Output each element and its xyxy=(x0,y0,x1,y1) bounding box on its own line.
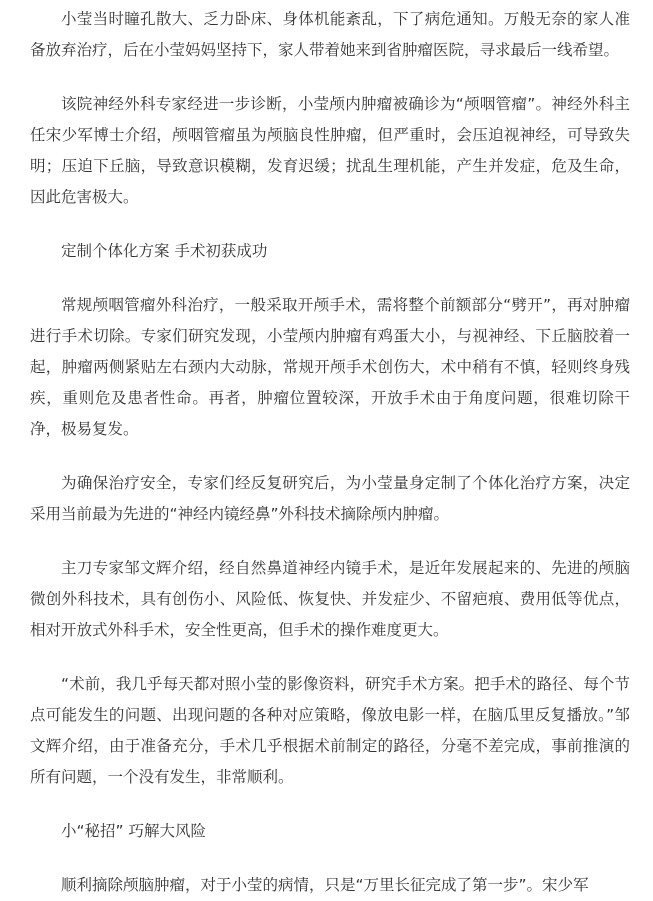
section-heading: 定制个体化方案 手术初获成功 xyxy=(61,242,268,260)
paragraph: “术前，我几乎每天都对照小莹的影像资料，研究手术方案。把手术的路径、每个节点可能发生的问题、出现问题的各种对应策略，像放电影一样，在脑瓜里反复播放。”邹文辉介绍，由于准备充分，手术几乎根据术前制定的路径，分毫不差完成，事前推演的所有问题，一个没有发生，非常顺利。 xyxy=(30,675,630,786)
paragraph: 主刀专家邹文辉介绍，经自然鼻道神经内镜手术，是近年发展起来的、先进的颅脑微创外科技术，具有创伤小、风险低、恢复快、并发症少、不留疤痕、费用低等优点，相对开放式外科手术，安全性更高，但手术的操作难度更大。 xyxy=(30,559,630,639)
paragraph: 常规颅咽管瘤外科治疗，一般采取开颅手术，需将整个前额部分“劈开”，再对肿瘤进行手术切除。专家们研究发现，小莹颅内肿瘤有鸡蛋大小，与视神经、下丘脑胶着一起，肿瘤两侧紧贴左右颈内大动脉，常规开颅手术创伤大，术中稍有不慎，轻则终身残疾，重则危及患者性命。再者，肿瘤位置较深，开放手术由于角度问题，很难切除干净，极易复发。 xyxy=(30,296,630,438)
paragraph: 小莹当时瞳孔散大、乏力卧床、身体机能紊乱，下了病危通知。万般无奈的家人准备放弃治疗，后在小莹妈妈坚持下，家人带着她来到省肿瘤医院，寻求最后一线希望。 xyxy=(30,10,630,59)
article-body xyxy=(30,4,630,901)
section-heading: 小“秘招” 巧解大风险 xyxy=(61,822,206,840)
paragraph: 顺利摘除颅脑肿瘤，对于小莹的病情，只是“万里长征完成了第一步”。宋少军 xyxy=(61,876,589,894)
paragraph: 为确保治疗安全，专家们经反复研究后，为小莹量身定制了个体化治疗方案，决定采用当前最为先进的“神经内镜经鼻”外科技术摘除颅内肿瘤。 xyxy=(30,474,630,523)
paragraph: 该院神经外科专家经进一步诊断，小莹颅内肿瘤被确诊为“颅咽管瘤”。神经外科主任宋少军博士介绍，颅咽管瘤虽为颅脑良性肿瘤，但严重时，会压迫视神经，可导致失明；压迫下丘脑，导致意识模糊，发育迟缓；扰乱生理机能，产生并发症，危及生命，因此危害极大。 xyxy=(30,95,630,206)
